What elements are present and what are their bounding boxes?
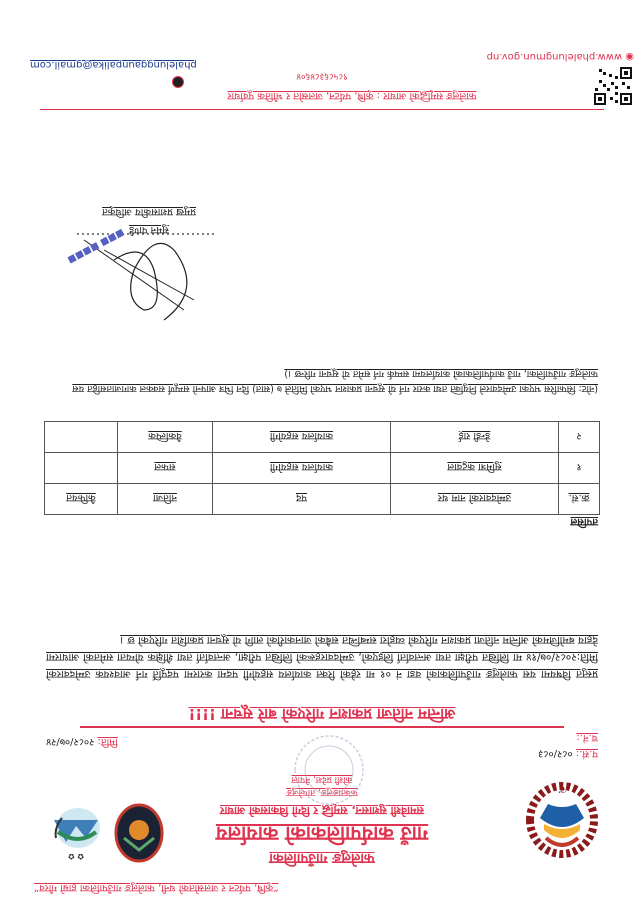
cell-post: कार्यालय सहयोगी <box>213 422 391 453</box>
qr-code-icon <box>594 67 632 105</box>
header-slogan: “कृषि, पर्यटन र जलस्रोतको धनी, फालेलुङ गाउँपालिका हाम्रो गौरव” <box>34 882 279 893</box>
date-value: २०८२/०७/२४ <box>46 736 95 747</box>
header-tagline: समावेशी सुशासन, समृद्धि र दिगो विकासको आधार <box>220 804 425 817</box>
col-remarks: कैफियत <box>45 484 118 515</box>
col-post: पद <box>213 484 391 515</box>
date-block <box>46 736 118 750</box>
ps-label: प.सं.: <box>575 748 598 759</box>
municipality-name: फालेलुङ गाउँपालिका <box>269 850 375 866</box>
footer-email[interactable]: phalelunggaunpalika@gmail.com <box>30 59 197 70</box>
svg-text:✿ ✿: ✿ ✿ <box>68 852 84 861</box>
notice-note: (नोट: सिफारिस भएका उम्मेदवारले नियुक्ति तथा करार गर्न यो सूचना प्रकाशन भएको मितिले ७ (सात) दिन भित्र आफ्नो सम्पूर्ण सक्कल कागजातसहित यस फालेलुङ गाउँपालिका, गाउँ कार्यपालिकाको कार्यालयमा सम्पर्क गर्न समेत यो सूचना गरिन्छ ।) <box>72 368 598 394</box>
office-name: गाउँ कार्यपालिकाको कार्यालय <box>215 822 429 846</box>
reference-block <box>538 730 598 762</box>
office-stamp-icon <box>284 730 374 810</box>
cell-candidate-name: डेन्डी राई <box>391 422 559 453</box>
notice-title: अन्तिम नतिजा प्रकाशन गरिएको बारे सूचना !!!! <box>80 704 564 728</box>
footer-motto: फालेलुङ समृद्धिको आधार : कृषि, पर्यटन, जलस्रोत र भौतिक पूर्वाधार <box>227 90 477 101</box>
globe-icon: ◉ <box>625 51 634 62</box>
cell-serial: २ <box>559 422 600 453</box>
cn-label: च.नं.: <box>576 732 598 743</box>
website-link[interactable]: www.phalelungmun.gov.np <box>486 51 623 62</box>
signatory-name: सुमन पाण्डे <box>129 224 169 235</box>
cell-post: कार्यालय सहयोगी <box>213 453 391 484</box>
cell-candidate-name: सुमित्रा कटुवाल <box>391 453 559 484</box>
signatory-designation: प्रमुख प्रशासकीय अधिकृत <box>102 206 196 217</box>
table-row <box>45 422 600 453</box>
cell-remarks <box>45 422 118 453</box>
address-line-2: कोशी प्रदेश, नेपाल <box>291 774 353 784</box>
footer-website[interactable] <box>487 51 634 62</box>
date-label: मिति: <box>97 736 118 747</box>
svg-text:❦: ❦ <box>557 783 567 794</box>
table-header-row <box>45 484 600 515</box>
ps-value: ०८२/०८३ <box>538 748 573 759</box>
cell-serial: १ <box>559 453 600 484</box>
notice-body: प्रस्तुत विषयमा यस फालेलुङ गाउँपालिकाको वडा नं ०१ मा रहेको रिक्त कार्यालय सहयोगी पदमा करारमा पदपूर्ति गर्न आवश्यक उम्मेदवारको मिति:२०८२/०७/१४ मा लिखित परीक्षा तथा अन्तर्वार्ता लिइएको, उम्मेदवारहरूको लिखित परीक्षा, अन्तर्वार्ता तथा शैक्षिक योग्यता समेतको आधारमा देहाय बमोजिमको अन्तिम नतिजा प्रकाशन गरिएको व्यहोरा सम्बन्धित सबैको जानकारीको लागि यो सूचना प्रकाशित गरिएको छ । <box>46 634 598 680</box>
email-icon <box>172 76 184 88</box>
results-table <box>44 421 600 515</box>
col-result: नतिजा <box>118 484 213 515</box>
col-candidate-name: उम्मेदवारको नाम थर <box>391 484 559 515</box>
address-line-1: फक्ताङलुङ, ताप्लेजुङ <box>286 787 358 797</box>
col-serial: क्र.सं. <box>559 484 600 515</box>
svg-text:■■■ ■■■■: ■■■ ■■■■ <box>65 226 126 265</box>
cell-result: वैकल्पिक <box>118 422 213 453</box>
footer-divider <box>40 109 604 110</box>
table-row <box>45 453 600 484</box>
table-caption: तपसिल <box>570 516 598 527</box>
cell-result: सफल <box>118 453 213 484</box>
footer-phone: ९८५८६३८४६०४ <box>296 71 348 81</box>
cell-remarks <box>45 453 118 484</box>
